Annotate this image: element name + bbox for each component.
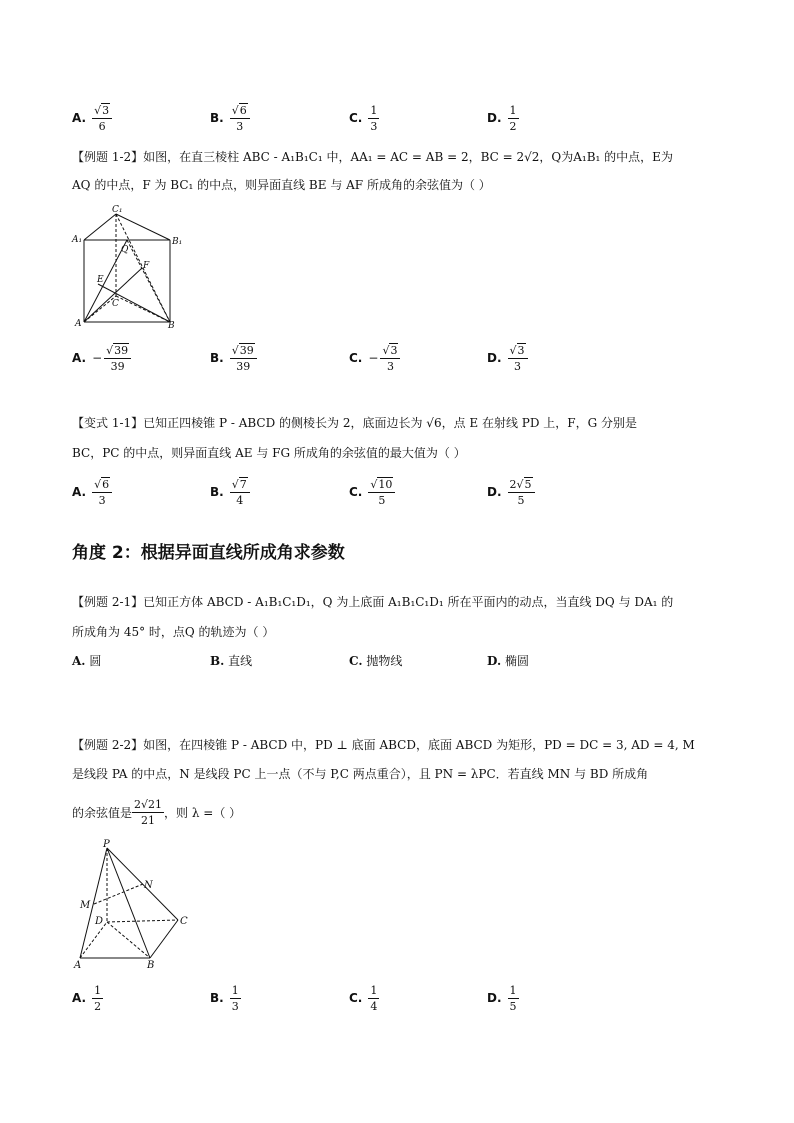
option-d: D. $\frac{1}{2}$ bbox=[487, 103, 517, 133]
ex2-2-line1: 【例题 2-2】如图，在四棱锥 P - ABCD 中，PD ⊥ 底面 ABCD，底面 ABCD 为矩形，PD = DC = 3, AD = 4, M bbox=[72, 738, 695, 752]
ex2-2-option-d: D. $\frac{1}{5}$ bbox=[487, 983, 517, 1013]
label-p: P bbox=[103, 839, 110, 850]
ex2-2-option-a: A. $\frac{1}{2}$ bbox=[72, 983, 102, 1013]
label-a: A bbox=[75, 319, 82, 329]
ex2-2-line3: 的余弦值是 $\frac{2√21}{21}$ ，则 λ =（ ） bbox=[72, 797, 242, 827]
ex2-2-option-b: B. $\frac{1}{3}$ bbox=[210, 983, 239, 1013]
ex1-2-option-c: C. − $\frac{√3}{3}$ bbox=[349, 338, 400, 378]
label-q: Q bbox=[121, 245, 129, 255]
var1-1-option-a: A. $\frac{√6}{3}$ bbox=[72, 472, 112, 512]
prism-figure bbox=[70, 204, 200, 330]
ex2-2-line2: 是线段 PA 的中点，N 是线段 PC 上一点（不与 P,C 两点重合），且 PN = λPC．若直线 MN 与 BD 所成角 bbox=[72, 767, 649, 781]
ex2-1-line2: 所成角为 45° 时，点Q 的轨迹为（ ） bbox=[72, 625, 275, 639]
ex2-1-option-c: C. 抛物线 bbox=[349, 654, 403, 668]
label-b: B bbox=[168, 321, 175, 330]
ex2-1-option-d: D. 椭圆 bbox=[487, 654, 529, 668]
pyramid-figure bbox=[70, 838, 200, 970]
ex2-1-option-b: B. 直线 bbox=[210, 654, 253, 668]
var1-1-option-d: D. $\frac{2√5}{5}$ bbox=[487, 472, 535, 512]
option-a: A. $\frac{√3}{6}$ bbox=[72, 98, 112, 138]
label-c: C bbox=[112, 299, 119, 309]
var1-1-line2: BC，PC 的中点，则异面直线 AE 与 FG 所成角的余弦值的最大值为（ ） bbox=[72, 446, 466, 460]
label-b1: B₁ bbox=[172, 237, 183, 247]
var1-1-option-c: C. $\frac{√10}{5}$ bbox=[349, 472, 395, 512]
label-a2: A bbox=[74, 960, 82, 970]
ex1-2-option-a: A. − $\frac{√39}{39}$ bbox=[72, 338, 131, 378]
ex1-2-line2: AQ 的中点，F 为 BC₁ 的中点，则异面直线 BE 与 AF 所成角的余弦值为（ ） bbox=[72, 178, 491, 192]
ex2-2-option-c: C. $\frac{1}{4}$ bbox=[349, 983, 378, 1013]
label-d: D bbox=[95, 916, 104, 927]
label-f: F bbox=[143, 261, 150, 271]
option-b: B. $\frac{√6}{3}$ bbox=[210, 98, 250, 138]
var1-1-option-b: B. $\frac{√7}{4}$ bbox=[210, 472, 250, 512]
ex1-2-line1: 【例题 1-2】如图，在直三棱柱 ABC - A₁B₁C₁ 中，AA₁ = AC = AB = 2，BC = 2√2，Q为A₁B₁ 的中点，E为 bbox=[72, 150, 673, 164]
label-a1: A₁ bbox=[72, 235, 83, 245]
ex2-1-line1: 【例题 2-1】已知正方体 ABCD - A₁B₁C₁D₁，Q 为上底面 A₁B₁C₁D₁ 所在平面内的动点，当直线 DQ 与 DA₁ 的 bbox=[72, 595, 674, 609]
var1-1-line1: 【变式 1-1】已知正四棱锥 P - ABCD 的侧棱长为 2，底面边长为 √6，点 E 在射线 PD 上，F，G 分别是 bbox=[72, 416, 638, 430]
label-c2: C bbox=[180, 916, 188, 927]
ex2-1-option-a: A. 圆 bbox=[72, 654, 102, 668]
ex1-2-option-b: B. $\frac{√39}{39}$ bbox=[210, 338, 257, 378]
section-heading: 角度 2：根据异面直线所成角求参数 bbox=[72, 543, 345, 563]
option-c: C. $\frac{1}{3}$ bbox=[349, 103, 378, 133]
label-b2: B bbox=[147, 960, 155, 970]
label-m: M bbox=[80, 900, 91, 911]
label-c1: C₁ bbox=[112, 205, 123, 215]
ex1-2-option-d: D. $\frac{√3}{3}$ bbox=[487, 338, 528, 378]
label-e: E bbox=[97, 275, 104, 285]
label-n: N bbox=[144, 880, 153, 891]
